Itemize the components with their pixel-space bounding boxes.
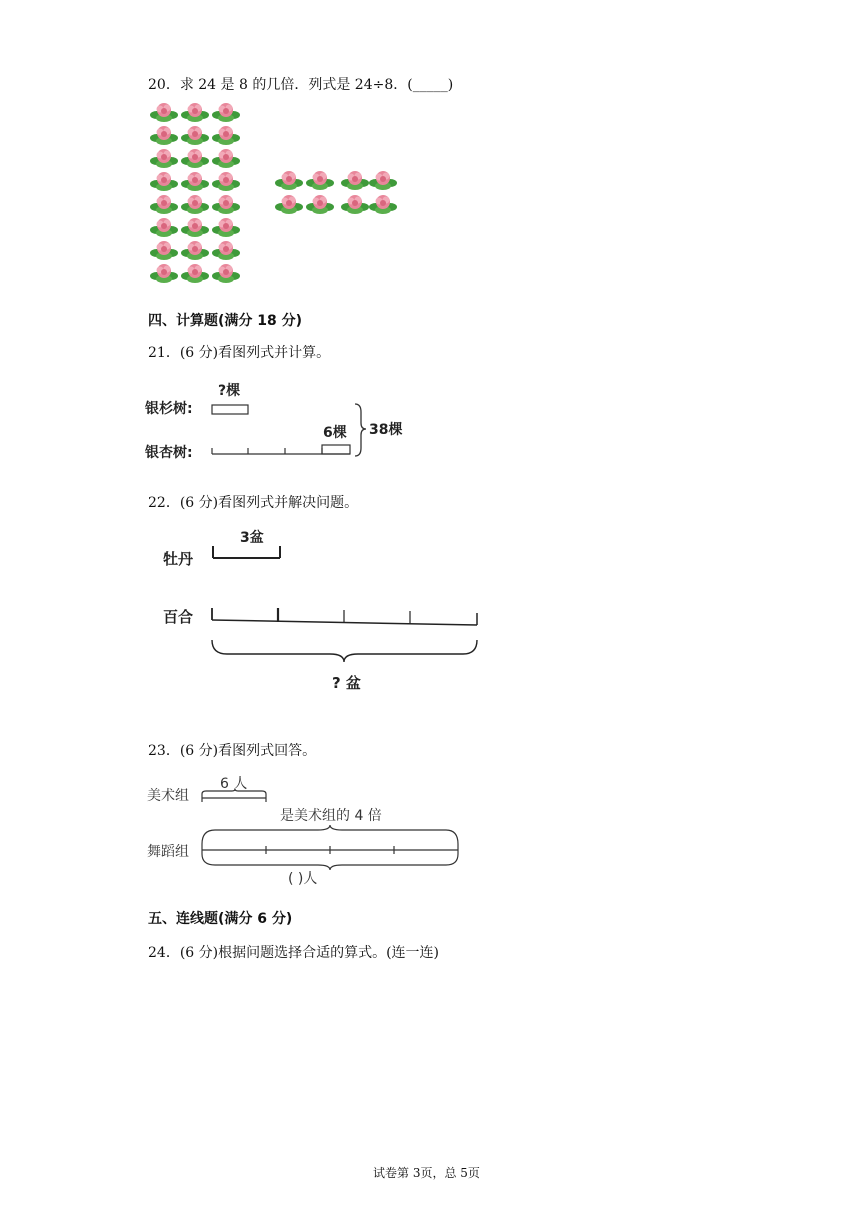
q23-row2-label: 舞蹈组 [147,844,189,860]
peony-flower-icon [212,169,240,191]
question-20-text: 20．求 24 是 8 的几倍．列式是 24÷8．(_____) [148,77,454,93]
q21-line-diagram [140,378,430,468]
question-23-text: 23．(6 分)看图列式回答。 [148,743,317,759]
peony-flower-icon [369,168,397,190]
peony-flower-icon [275,192,303,214]
q23-row1-label: 美术组 [147,788,189,804]
q21-row2-label: 银杏树: [145,445,193,461]
peony-flower-icon [341,168,369,190]
q22-segment-label: 3盆 [240,530,264,546]
q23-relation-label: 是美术组的 4 倍 [280,808,382,824]
peony-flower-icon [212,100,240,122]
peony-flower-icon [212,261,240,283]
q21-diff-label: 6棵 [323,425,347,441]
peony-flower-icon [181,146,209,168]
peony-flower-icon [181,238,209,260]
peony-flower-icon [212,215,240,237]
peony-flower-icon [150,169,178,191]
flower-group-left [150,100,250,290]
peony-flower-icon [181,215,209,237]
peony-flower-icon [150,215,178,237]
flower-group-right [275,168,405,218]
peony-flower-icon [212,146,240,168]
peony-flower-icon [150,192,178,214]
peony-flower-icon [150,261,178,283]
peony-flower-icon [181,100,209,122]
q22-row2-label: 百合 [163,608,194,626]
peony-flower-icon [150,100,178,122]
q23-line-diagram [140,770,470,890]
section-4-title: 四、计算题(满分 18 分) [148,313,303,329]
q21-right-brace [355,404,366,456]
q22-total-label: ? 盆 [332,674,361,692]
peony-flower-icon [212,238,240,260]
peony-flower-icon [181,169,209,191]
page-footer: 试卷第 3页，总 5页 [373,1166,480,1180]
peony-flower-icon [275,168,303,190]
peony-flower-icon [150,238,178,260]
q21-total-label: 38棵 [369,422,403,438]
peony-flower-icon [341,192,369,214]
q22-line-diagram [155,522,495,697]
peony-flower-icon [212,123,240,145]
q21-unknown-label: ?棵 [218,383,241,399]
q21-row1-label: 银杉树: [145,401,193,417]
peony-flower-icon [150,123,178,145]
peony-flower-icon [212,192,240,214]
question-24-text: 24．(6 分)根据问题选择合适的算式。(连一连) [148,945,440,961]
peony-flower-icon [181,261,209,283]
q23-top-brace [202,825,458,844]
peony-flower-icon [306,192,334,214]
q22-row1-label: 牡丹 [163,550,194,568]
q23-segment-label: 6 人 [220,776,248,792]
q23-answer-label: ( )人 [288,871,318,887]
q21-diff-box [322,445,350,454]
q22-bottom-brace [212,640,477,662]
peony-flower-icon [369,192,397,214]
q23-bottom-brace [202,854,458,870]
q21-row1-bar [212,405,248,414]
section-5-title: 五、连线题(满分 6 分) [148,911,293,927]
peony-flower-icon [306,168,334,190]
peony-flower-icon [181,123,209,145]
peony-flower-icon [181,192,209,214]
peony-flower-icon [150,146,178,168]
question-21-text: 21．(6 分)看图列式并计算。 [148,345,331,361]
question-22-text: 22．(6 分)看图列式并解决问题。 [148,495,359,511]
